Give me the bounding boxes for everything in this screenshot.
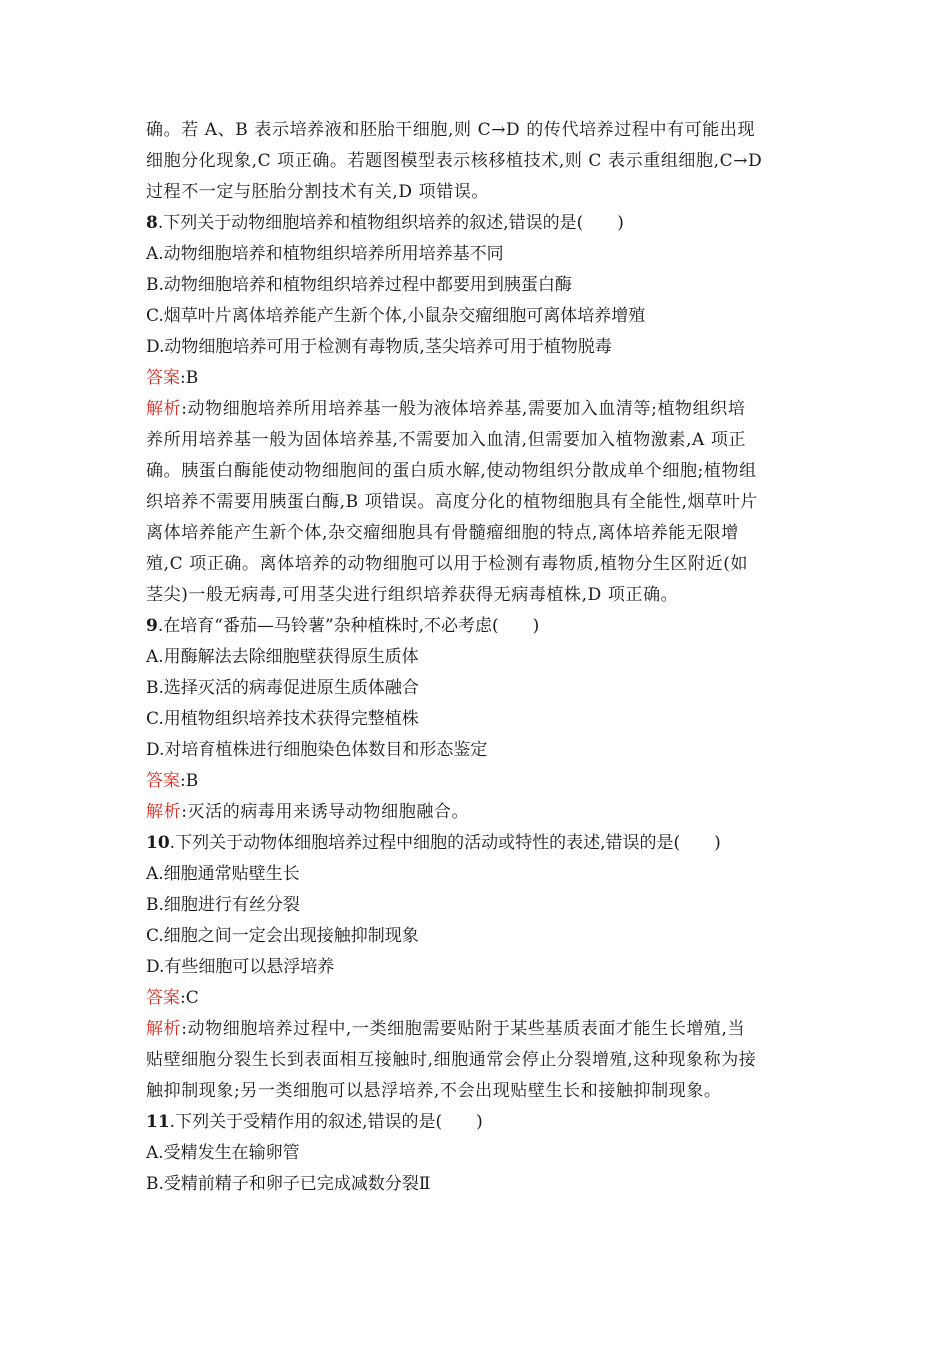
analysis-text: :动物细胞培养所用培养基一般为液体培养基,需要加入血清等;植物组织培 <box>181 399 746 419</box>
question-text: .下列关于动物细胞培养和植物组织培养的叙述,错误的是( ) <box>157 213 624 233</box>
question-stem <box>146 828 811 859</box>
option-c: C.用植物组织培养技术获得完整植株 <box>146 709 419 729</box>
option-a: A.受精发生在输卵管 <box>146 1143 300 1163</box>
option-d: D.有些细胞可以悬浮培养 <box>146 957 335 977</box>
question-number: 11 <box>146 1112 170 1132</box>
option-c: C.烟草叶片离体培养能产生新个体,小鼠杂交瘤细胞可离体培养增殖 <box>146 306 646 326</box>
analysis-text: :动物细胞培养过程中,一类细胞需要贴附于某些基质表面才能生长增殖,当 <box>181 1019 746 1039</box>
analysis-line: 贴壁细胞分裂生长到表面相互接触时,细胞通常会停止分裂增殖,这种现象称为接 <box>146 1050 757 1070</box>
option-b: B.细胞进行有丝分裂 <box>146 895 300 915</box>
analysis-line <box>146 797 811 828</box>
analysis-label: 解析 <box>146 1019 182 1039</box>
answer-value: :B <box>180 368 199 388</box>
analysis-line: 确。胰蛋白酶能使动物细胞间的蛋白质水解,使动物组织分散成单个细胞;植物组 <box>146 461 757 481</box>
analysis-label: 解析 <box>146 399 182 419</box>
analysis-line <box>146 394 811 425</box>
option-a: A.细胞通常贴壁生长 <box>146 864 300 884</box>
analysis-line: 茎尖)一般无病毒,可用茎尖进行组织培养获得无病毒植株,D 项正确。 <box>146 585 679 605</box>
option-d: D.对培育植株进行细胞染色体数目和形态鉴定 <box>146 740 488 760</box>
answer-value: :B <box>180 771 199 791</box>
question-stem <box>146 208 811 239</box>
question-stem <box>146 1107 811 1138</box>
answer-line <box>146 983 811 1014</box>
analysis-line <box>146 1014 811 1045</box>
analysis-text: :灭活的病毒用来诱导动物细胞融合。 <box>181 802 470 822</box>
analysis-line: 织培养不需要用胰蛋白酶,B 项错误。高度分化的植物细胞具有全能性,烟草叶片 <box>146 492 758 512</box>
question-text: .下列关于动物体细胞培养过程中细胞的活动或特性的表述,错误的是( ) <box>169 833 721 853</box>
option-d: D.动物细胞培养可用于检测有毒物质,茎尖培养可用于植物脱毒 <box>146 337 612 357</box>
answer-label: 答案 <box>146 368 180 388</box>
question-text: .在培育“番茄—马铃薯”杂种植株时,不必考虑( ) <box>157 616 540 636</box>
analysis-line: 离体培养能产生新个体,杂交瘤细胞具有骨髓瘤细胞的特点,离体培养能无限增 <box>146 523 739 543</box>
question-stem <box>146 611 811 642</box>
option-b: B.选择灭活的病毒促进原生质体融合 <box>146 678 419 698</box>
option-b: B.动物细胞培养和植物组织培养过程中都要用到胰蛋白酶 <box>146 275 572 295</box>
option-a: A.用酶解法去除细胞壁获得原生质体 <box>146 647 419 667</box>
answer-line <box>146 363 811 394</box>
option-b: B.受精前精子和卵子已完成减数分裂Ⅱ <box>146 1174 431 1194</box>
option-c: C.细胞之间一定会出现接触抑制现象 <box>146 926 419 946</box>
question-text: .下列关于受精作用的叙述,错误的是( ) <box>169 1112 483 1132</box>
explanation-line: 过程不一定与胚胎分割技术有关,D 项错误。 <box>146 182 490 202</box>
explanation-line: 细胞分化现象,C 项正确。若题图模型表示核移植技术,则 C 表示重组细胞,C→D <box>146 151 763 171</box>
document-page <box>146 115 811 1200</box>
analysis-line: 殖,C 项正确。离体培养的动物细胞可以用于检测有毒物质,植物分生区附近(如 <box>146 554 749 574</box>
question-number: 8 <box>146 213 158 233</box>
question-number: 10 <box>146 833 170 853</box>
analysis-label: 解析 <box>146 802 182 822</box>
answer-value: :C <box>180 988 199 1008</box>
question-number: 9 <box>146 616 158 636</box>
analysis-line: 触抑制现象;另一类细胞可以悬浮培养,不会出现贴壁生长和接触抑制现象。 <box>146 1081 722 1101</box>
answer-label: 答案 <box>146 771 180 791</box>
answer-line <box>146 766 811 797</box>
answer-label: 答案 <box>146 988 180 1008</box>
explanation-line: 确。若 A、B 表示培养液和胚胎干细胞,则 C→D 的传代培养过程中有可能出现 <box>146 120 756 140</box>
option-a: A.动物细胞培养和植物组织培养所用培养基不同 <box>146 244 504 264</box>
analysis-line: 养所用培养基一般为固体培养基,不需要加入血清,但需要加入植物激素,A 项正 <box>146 430 747 450</box>
